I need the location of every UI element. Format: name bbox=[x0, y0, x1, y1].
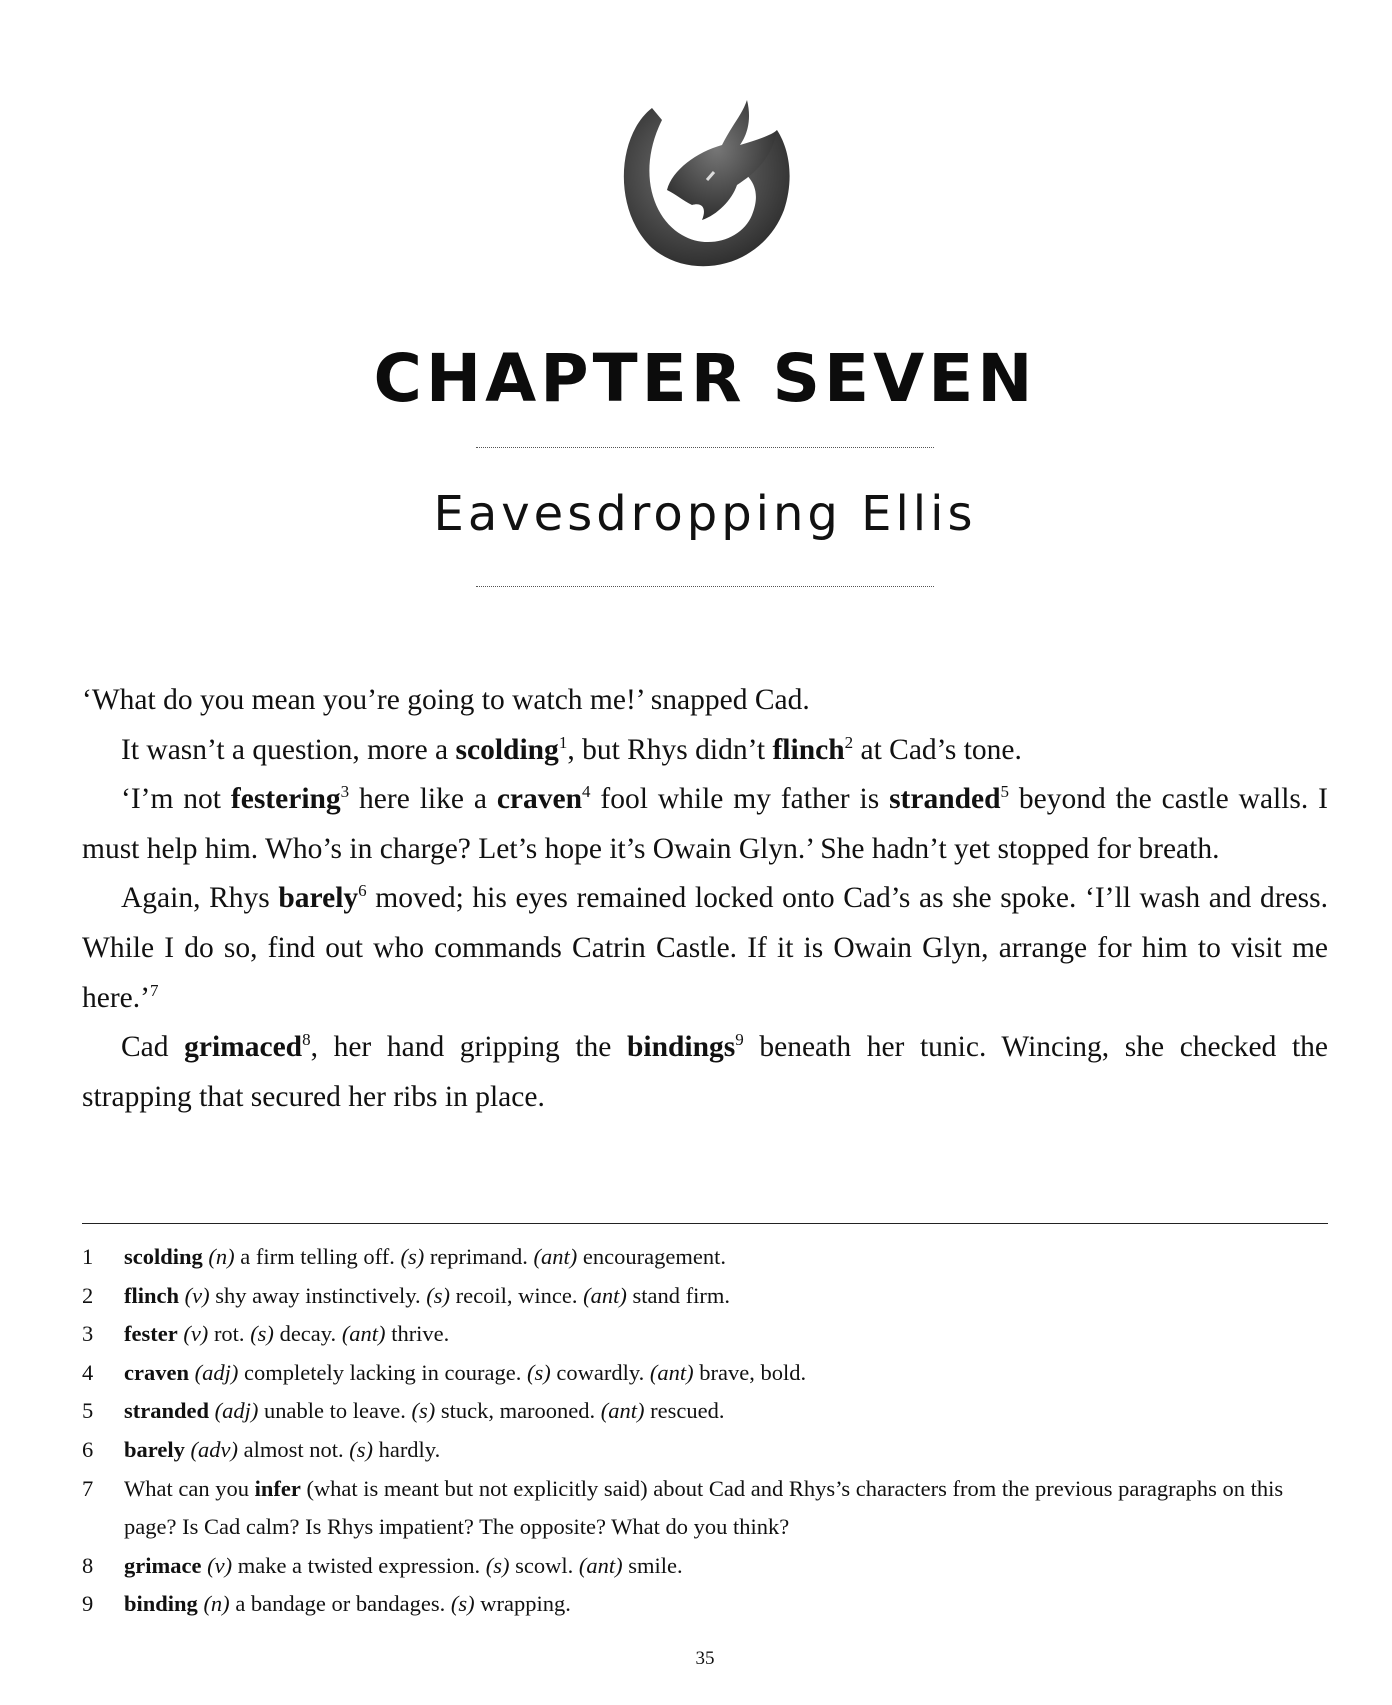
text-run: rot. bbox=[208, 1321, 251, 1347]
dragon-logo-icon bbox=[612, 90, 796, 274]
text-run: brave, bold. bbox=[693, 1359, 807, 1385]
vocab-word: craven bbox=[496, 783, 583, 816]
footnote-number: 6 bbox=[82, 1436, 94, 1462]
text-run: make a twisted expression. bbox=[232, 1552, 486, 1578]
text-run: reprimand. bbox=[424, 1244, 534, 1269]
footnote-ref: 2 bbox=[844, 732, 854, 752]
vocab-word: scolding bbox=[455, 733, 559, 766]
word-class: (adj) bbox=[214, 1398, 259, 1424]
vocab-word: binding bbox=[124, 1591, 198, 1617]
footnote-text bbox=[124, 1547, 1328, 1586]
text-run: shy away instinctively. bbox=[209, 1282, 427, 1308]
text-run: rescued. bbox=[644, 1398, 725, 1424]
footnote-number: 5 bbox=[82, 1398, 94, 1424]
word-class: (ant) bbox=[600, 1398, 645, 1424]
footnote-ref: 8 bbox=[302, 1030, 311, 1050]
footnote-ref: 3 bbox=[340, 782, 350, 802]
word-class: (ant) bbox=[578, 1552, 623, 1578]
word-class: (n) bbox=[208, 1244, 235, 1269]
word-class: (s) bbox=[411, 1398, 436, 1424]
word-class: (v) bbox=[183, 1321, 209, 1347]
footnote-text bbox=[124, 1470, 1328, 1547]
word-class: (s) bbox=[485, 1552, 510, 1578]
text-run: completely lacking in courage. bbox=[238, 1359, 528, 1385]
text-run: fool while my father is bbox=[590, 783, 890, 816]
footnote-number: 3 bbox=[82, 1321, 94, 1347]
vocab-word: scolding bbox=[124, 1244, 203, 1269]
footnote-text bbox=[124, 1585, 1328, 1624]
text-run: smile. bbox=[622, 1552, 683, 1578]
text-run: It wasn’t a question, more a bbox=[121, 733, 456, 766]
text-run: hardly. bbox=[372, 1436, 441, 1462]
footnote bbox=[82, 1315, 1328, 1354]
word-class: (s) bbox=[250, 1321, 274, 1347]
footnote-divider bbox=[82, 1223, 1328, 1224]
word-class: (s) bbox=[426, 1282, 451, 1308]
footnote bbox=[82, 1470, 1328, 1547]
vocab-word: stranded bbox=[124, 1398, 210, 1424]
text-run: beyond the castle walls. I must help him. Who’s in charge? Let’s hope it’s Owain Glyn.’ She hadn’t yet stopped for breath. bbox=[82, 783, 1328, 865]
footnote-text bbox=[124, 1392, 1328, 1431]
word-class: (s) bbox=[400, 1244, 425, 1269]
footnote-number: 7 bbox=[82, 1475, 94, 1501]
text-run: , her hand gripping the bbox=[310, 1031, 628, 1064]
vocab-word: festering bbox=[230, 783, 341, 816]
text-run: cowardly. bbox=[550, 1359, 650, 1385]
vocab-word: flinch bbox=[772, 733, 845, 766]
footnote bbox=[82, 1277, 1328, 1316]
footnote-ref: 7 bbox=[149, 980, 159, 1000]
word-class: (n) bbox=[203, 1591, 230, 1617]
vocab-word: bindings bbox=[627, 1031, 736, 1064]
body-text bbox=[82, 676, 1328, 1122]
footnote-text bbox=[124, 1277, 1328, 1316]
word-class: (ant) bbox=[533, 1244, 578, 1269]
footnote-number: 9 bbox=[82, 1591, 94, 1617]
footnote-number: 4 bbox=[82, 1359, 94, 1385]
word-class: (ant) bbox=[649, 1359, 694, 1385]
footnote bbox=[82, 1354, 1328, 1393]
vocab-word: grimace bbox=[124, 1552, 202, 1578]
dotted-divider bbox=[476, 447, 934, 448]
word-class: (adv) bbox=[190, 1436, 238, 1462]
footnotes bbox=[82, 1238, 1328, 1624]
footnote bbox=[82, 1585, 1328, 1624]
vocab-word: flinch bbox=[124, 1282, 180, 1308]
word-class: (v) bbox=[184, 1282, 210, 1308]
footnote bbox=[82, 1431, 1328, 1470]
vocab-word: craven bbox=[124, 1359, 189, 1385]
footnote-ref: 6 bbox=[358, 881, 367, 901]
chapter-title: CHAPTER SEVEN bbox=[373, 340, 1037, 417]
text-run: a bandage or bandages. bbox=[229, 1591, 451, 1617]
footnote-text bbox=[124, 1315, 1328, 1354]
text-run: ‘What do you mean you’re going to watch me!’ snapped Cad. bbox=[82, 684, 810, 716]
footnote-ref: 5 bbox=[1000, 782, 1010, 802]
page-number: 35 bbox=[695, 1648, 715, 1669]
text-run: What can you bbox=[124, 1475, 255, 1501]
footnote-ref: 1 bbox=[558, 732, 568, 752]
text-run: at Cad’s tone. bbox=[853, 733, 1022, 766]
paragraph bbox=[82, 1023, 1328, 1122]
text-run: ‘I’m not bbox=[121, 783, 231, 816]
footnote-ref: 9 bbox=[735, 1030, 744, 1050]
text-run: stand firm. bbox=[626, 1282, 730, 1308]
word-class: (s) bbox=[527, 1359, 551, 1385]
word-class: (ant) bbox=[583, 1282, 627, 1308]
vocab-word: grimaced bbox=[184, 1031, 303, 1064]
text-run: here like a bbox=[349, 783, 497, 816]
footnote-text bbox=[124, 1238, 1328, 1277]
text-run: (what is meant but not explicitly said) about Cad and Rhys’s characters from the previous paragraphs on this page? Is Cad calm? Is Rhys impatient? The opposite? What do you think? bbox=[124, 1475, 1284, 1540]
text-run: beneath her tunic. Wincing, she checked the strapping that secured her ribs in place. bbox=[82, 1031, 1328, 1113]
text-run: Cad bbox=[121, 1031, 185, 1064]
vocab-word: barely bbox=[278, 882, 359, 915]
word-class: (v) bbox=[207, 1552, 233, 1578]
footnote-ref: 4 bbox=[582, 782, 591, 802]
word-class: (s) bbox=[450, 1591, 475, 1617]
paragraph bbox=[82, 874, 1328, 1023]
footnote-text bbox=[124, 1431, 1328, 1470]
vocab-word: fester bbox=[124, 1321, 178, 1347]
text-run: moved; his eyes remained locked onto Cad’s as she spoke. ‘I’ll wash and dress. While I do so, find out who commands Catrin Castle. If it is Owain Glyn, arrange for him to visit me here.’ bbox=[82, 882, 1328, 1014]
vocab-word: barely bbox=[124, 1436, 185, 1462]
vocab-word: stranded bbox=[889, 783, 1001, 816]
text-run: Again, Rhys bbox=[121, 882, 279, 915]
text-run: encouragement. bbox=[577, 1244, 726, 1269]
text-run: wrapping. bbox=[474, 1591, 571, 1617]
text-run: , but Rhys didn’t bbox=[567, 733, 773, 766]
paragraph bbox=[82, 676, 1328, 726]
footnote-number: 8 bbox=[82, 1552, 94, 1578]
text-run: decay. bbox=[273, 1321, 342, 1347]
footnote bbox=[82, 1547, 1328, 1586]
word-class: (ant) bbox=[341, 1321, 386, 1347]
paragraph bbox=[82, 775, 1328, 874]
word-class: (s) bbox=[349, 1436, 373, 1462]
text-run: stuck, marooned. bbox=[435, 1398, 601, 1424]
text-run: scowl. bbox=[509, 1552, 579, 1578]
vocab-word: infer bbox=[254, 1475, 301, 1501]
footnote-number: 1 bbox=[82, 1244, 94, 1269]
text-run: unable to leave. bbox=[258, 1398, 412, 1424]
word-class: (adj) bbox=[194, 1359, 239, 1385]
text-run: almost not. bbox=[237, 1436, 350, 1462]
text-run: a firm telling off. bbox=[234, 1244, 401, 1269]
text-run: recoil, wince. bbox=[450, 1282, 584, 1308]
paragraph bbox=[82, 726, 1328, 776]
chapter-subtitle: Eavesdropping Ellis bbox=[433, 486, 977, 542]
text-run: thrive. bbox=[385, 1321, 450, 1347]
footnote bbox=[82, 1392, 1328, 1431]
dotted-divider bbox=[476, 586, 934, 587]
footnote bbox=[82, 1238, 1328, 1277]
footnote-number: 2 bbox=[82, 1282, 94, 1308]
footnote-text bbox=[124, 1354, 1328, 1393]
